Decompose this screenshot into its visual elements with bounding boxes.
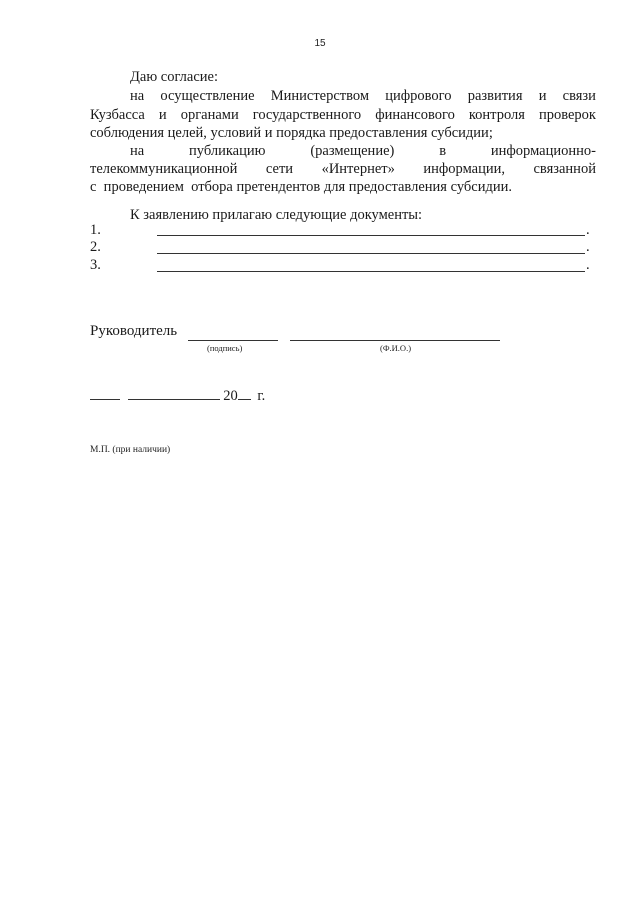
consent-line-4 bbox=[130, 142, 596, 160]
word: Министерством bbox=[270, 88, 370, 104]
word: и bbox=[538, 88, 547, 104]
word: информационно- bbox=[490, 143, 596, 159]
word: Кузбасса bbox=[90, 107, 145, 123]
attachments-intro: К заявлению прилагаю следующие документы: bbox=[130, 207, 423, 223]
attachment-blank-line[interactable] bbox=[157, 235, 585, 236]
word: на bbox=[130, 143, 145, 159]
consent-line-6: с проведением отбора претендентов для предоставления субсидии. bbox=[90, 179, 512, 195]
attachment-number: 2. bbox=[90, 239, 101, 255]
word: в bbox=[439, 143, 447, 159]
attachment-end: . bbox=[586, 239, 590, 255]
consent-line-3: соблюдения целей, условий и порядка предоставления субсидии; bbox=[90, 125, 493, 141]
attachment-blank-line[interactable] bbox=[157, 253, 585, 254]
day-blank[interactable] bbox=[90, 388, 120, 400]
signature-label: Руководитель bbox=[90, 323, 178, 339]
word: осуществление bbox=[160, 88, 255, 104]
word: (размещение) bbox=[310, 143, 395, 159]
year-suffix: г. bbox=[257, 388, 266, 404]
consent-heading: Даю согласие: bbox=[130, 69, 219, 85]
word: финансового bbox=[375, 107, 455, 123]
year-prefix: 20 bbox=[223, 388, 238, 404]
consent-line-2 bbox=[90, 106, 596, 124]
word: связи bbox=[562, 88, 596, 104]
attachment-number: 3. bbox=[90, 257, 101, 273]
word: органами bbox=[180, 107, 239, 123]
word: «Интернет» bbox=[321, 161, 395, 177]
word: цифрового bbox=[385, 88, 452, 104]
page-number: 15 bbox=[314, 38, 326, 49]
seal-note: М.П. (при наличии) bbox=[90, 445, 171, 455]
consent-line-1 bbox=[130, 87, 596, 105]
word: сети bbox=[265, 161, 294, 177]
attachment-end: . bbox=[586, 222, 590, 238]
signature-line[interactable] bbox=[188, 340, 278, 341]
word: информации, bbox=[423, 161, 505, 177]
word: телекоммуникационной bbox=[90, 161, 238, 177]
word: проверок bbox=[538, 107, 596, 123]
signature-caption: (подпись) bbox=[207, 343, 243, 353]
full-name-line[interactable] bbox=[290, 340, 500, 341]
word: государственного bbox=[252, 107, 362, 123]
consent-line-5 bbox=[90, 160, 596, 178]
attachment-number: 1. bbox=[90, 222, 101, 238]
word: контроля bbox=[468, 107, 525, 123]
word: и bbox=[158, 107, 167, 123]
year-blank[interactable] bbox=[238, 388, 251, 400]
word: связанной bbox=[533, 161, 596, 177]
attachment-blank-line[interactable] bbox=[157, 271, 585, 272]
attachment-end: . bbox=[586, 257, 590, 273]
word: на bbox=[130, 88, 145, 104]
word: развития bbox=[467, 88, 523, 104]
month-blank[interactable] bbox=[128, 388, 220, 400]
full-name-caption: (Ф.И.О.) bbox=[380, 343, 412, 353]
date-line bbox=[90, 388, 265, 405]
word: публикацию bbox=[189, 143, 266, 159]
